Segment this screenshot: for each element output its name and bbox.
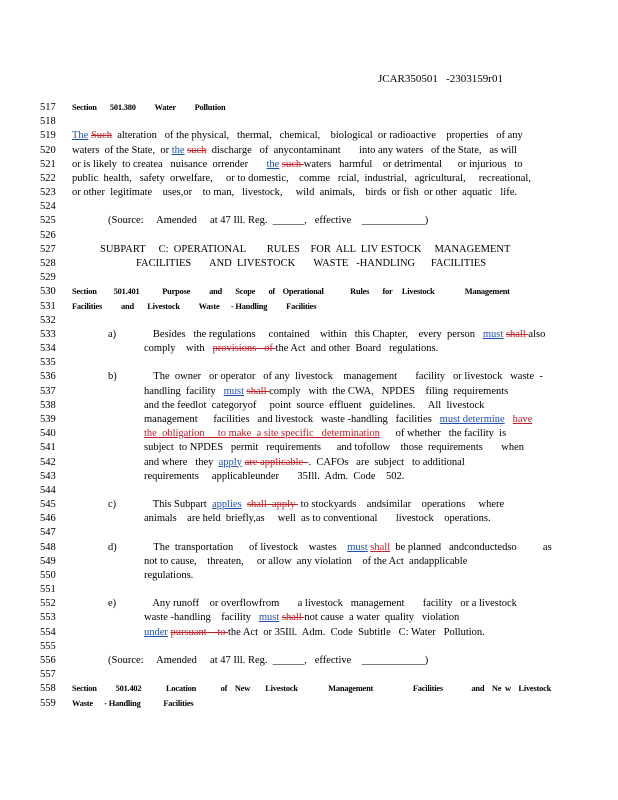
inserted-text: The bbox=[72, 130, 89, 142]
line-number: 554 bbox=[40, 626, 56, 638]
line-text bbox=[108, 597, 517, 611]
text-run: Section 501.401 Purpose and Scope of Operational Rules for Livestock Management bbox=[72, 287, 510, 297]
line-number: 536 bbox=[40, 371, 56, 383]
document-id-header: JCAR350501 -2303159r01 bbox=[378, 73, 503, 85]
line-number: 548 bbox=[40, 541, 56, 553]
document-line bbox=[0, 626, 618, 640]
line-text bbox=[144, 512, 491, 526]
inserted-text: must bbox=[482, 328, 504, 340]
line-number: 556 bbox=[40, 655, 56, 667]
document-line bbox=[0, 115, 618, 129]
text-run: Section 501.380 Water Pollution bbox=[72, 103, 226, 112]
document-line bbox=[0, 413, 618, 427]
inserted-text: must bbox=[223, 385, 245, 397]
text-run: subject to NPDES permit requirements and tofollow those requirements when bbox=[144, 442, 524, 454]
line-number: 541 bbox=[40, 442, 56, 454]
text-run: alteration of the physical, thermal, chemical, biological or radioactive properties of any bbox=[111, 130, 523, 142]
text-run: waters harmful or detrimental or injurious to bbox=[303, 158, 523, 170]
document-line bbox=[0, 328, 618, 342]
text-run: not to cause, threaten, or allow any violation of the Act andapplicable bbox=[144, 555, 468, 567]
document-line bbox=[0, 399, 618, 413]
document-line bbox=[0, 271, 618, 285]
document-line bbox=[0, 200, 618, 214]
document-line bbox=[0, 186, 618, 200]
line-number: 534 bbox=[40, 343, 56, 355]
deleted-text: such bbox=[187, 144, 207, 156]
line-text bbox=[72, 186, 517, 200]
line-number: 530 bbox=[40, 286, 56, 298]
text-run: public health, safety orwelfare, or to domestic, comme rcial, industrial, agricultural, recreational, bbox=[72, 172, 531, 184]
text-run: or other legitimate uses,or to man, livestock, wild animals, birds or fish or other aquatic life. bbox=[72, 187, 517, 199]
deleted-text: Such bbox=[90, 130, 112, 142]
text-run: comply with the CWA, NPDES filing requirements bbox=[269, 385, 509, 397]
line-number: 540 bbox=[40, 428, 56, 440]
text-run: Section 501.402 Location of New Livestock Management Facilities and Ne w Livestock bbox=[72, 684, 552, 694]
inserted-text: must determine bbox=[439, 413, 505, 425]
line-text bbox=[108, 328, 545, 342]
deleted-text: shall bbox=[246, 385, 270, 397]
deleted-text: pursuant to bbox=[170, 626, 228, 638]
line-text bbox=[72, 300, 316, 314]
deleted-text: shall bbox=[505, 328, 529, 340]
inserted-text: apply bbox=[218, 456, 242, 468]
document-line bbox=[0, 697, 618, 711]
line-number: 519 bbox=[40, 130, 56, 142]
inserted-text: the obligation to make a site specific determination bbox=[144, 428, 380, 440]
document-line bbox=[0, 668, 618, 682]
line-number: 524 bbox=[40, 201, 56, 213]
line-text bbox=[108, 541, 552, 555]
line-number: 523 bbox=[40, 187, 56, 199]
text-run: animals are held briefly,as well as to conventional livestock operations. bbox=[144, 513, 491, 525]
text-run: waters of the State, or bbox=[72, 144, 172, 156]
line-number: 550 bbox=[40, 569, 56, 581]
line-text bbox=[72, 101, 225, 115]
document-line bbox=[0, 583, 618, 597]
line-number: 527 bbox=[40, 243, 56, 255]
line-text bbox=[72, 158, 523, 172]
line-number: 531 bbox=[40, 300, 56, 312]
line-number: 544 bbox=[40, 484, 56, 496]
line-number: 546 bbox=[40, 513, 56, 525]
document-line bbox=[0, 541, 618, 555]
document-line bbox=[0, 682, 618, 696]
line-text bbox=[108, 214, 428, 228]
line-text bbox=[136, 257, 486, 271]
line-text bbox=[144, 456, 465, 470]
document-line bbox=[0, 555, 618, 569]
document-line bbox=[0, 611, 618, 625]
line-number: 535 bbox=[40, 357, 56, 369]
text-run: c) This Subpart bbox=[108, 499, 212, 511]
line-number: 525 bbox=[40, 215, 56, 227]
line-text bbox=[144, 399, 484, 413]
line-number: 539 bbox=[40, 413, 56, 425]
line-text bbox=[108, 370, 543, 384]
document-line bbox=[0, 356, 618, 370]
line-number: 551 bbox=[40, 584, 56, 596]
document-line bbox=[0, 101, 618, 115]
line-text bbox=[72, 682, 551, 696]
line-number: 517 bbox=[40, 102, 56, 113]
inserted-text: shall bbox=[370, 541, 391, 553]
document-line bbox=[0, 427, 618, 441]
line-number: 549 bbox=[40, 555, 56, 567]
inserted-text: must bbox=[258, 612, 280, 624]
document-line bbox=[0, 526, 618, 540]
document-line bbox=[0, 214, 618, 228]
line-text bbox=[144, 427, 506, 441]
text-run: the Act and other Board regulations. bbox=[275, 343, 439, 355]
text-run: also bbox=[528, 328, 546, 340]
text-run bbox=[505, 414, 513, 425]
inserted-text: must bbox=[347, 541, 368, 553]
text-run: Waste - Handling Facilities bbox=[72, 698, 194, 708]
line-text bbox=[72, 285, 510, 299]
document-line bbox=[0, 300, 618, 314]
text-run: Facilities and Livestock Waste - Handling Facilities bbox=[72, 301, 317, 311]
line-number: 545 bbox=[40, 499, 56, 511]
text-run: FACILITIES AND LIVESTOCK WASTE -HANDLING FACILITIES bbox=[136, 257, 487, 269]
deleted-text: are applicable bbox=[244, 456, 309, 468]
line-number: 532 bbox=[40, 314, 56, 326]
line-number: 537 bbox=[40, 385, 56, 397]
text-run: (Source: Amended at 47 Ill. Reg. ______, effective ____________) bbox=[108, 215, 429, 227]
line-number: 558 bbox=[40, 683, 56, 695]
line-text bbox=[144, 470, 404, 484]
line-text bbox=[144, 626, 485, 640]
document-line bbox=[0, 512, 618, 526]
line-text bbox=[144, 342, 438, 356]
text-run: handling facility bbox=[144, 385, 224, 397]
line-text bbox=[144, 385, 508, 399]
line-number: 533 bbox=[40, 328, 56, 340]
deleted-text: shall apply bbox=[246, 499, 298, 511]
line-text bbox=[144, 569, 193, 583]
text-run: comply with bbox=[144, 343, 213, 355]
line-number: 526 bbox=[40, 229, 56, 241]
line-number: 522 bbox=[40, 172, 56, 184]
line-text bbox=[72, 144, 517, 158]
text-run: to stockyards andsimilar operations where bbox=[297, 499, 505, 511]
line-number: 529 bbox=[40, 272, 56, 284]
line-number: 553 bbox=[40, 612, 56, 624]
line-text bbox=[108, 498, 504, 512]
document-line bbox=[0, 144, 618, 158]
line-number: 543 bbox=[40, 470, 56, 482]
document-line bbox=[0, 257, 618, 271]
line-text bbox=[72, 697, 193, 711]
text-run: waste -handling facility bbox=[144, 612, 259, 624]
text-run: (Source: Amended at 47 Ill. Reg. ______, effective ____________) bbox=[108, 655, 429, 667]
line-number: 555 bbox=[40, 640, 56, 652]
inserted-text: the bbox=[171, 144, 185, 156]
text-run: SUBPART C: OPERATIONAL RULES FOR ALL LIV ESTOCK MANAGEMENT bbox=[100, 243, 511, 255]
line-text bbox=[144, 441, 524, 455]
text-run: and the feedlot categoryof point source effluent guidelines. All livestock bbox=[144, 399, 485, 411]
line-text bbox=[72, 172, 531, 186]
line-number: 528 bbox=[40, 257, 56, 269]
document-line bbox=[0, 158, 618, 172]
document-line bbox=[0, 569, 618, 583]
line-text bbox=[72, 129, 523, 143]
line-number: 542 bbox=[40, 456, 56, 468]
document-line bbox=[0, 385, 618, 399]
inserted-text: under bbox=[144, 626, 168, 638]
document-line bbox=[0, 285, 618, 299]
text-run: the Act or 35Ill. Adm. Code Subtitle C: Water Pollution. bbox=[228, 626, 485, 638]
line-text bbox=[144, 611, 459, 625]
inserted-text: the bbox=[266, 158, 280, 170]
text-run: e) Any runoff or overflowfrom a livestock management facility or a livestock bbox=[108, 598, 517, 610]
line-text bbox=[100, 243, 510, 257]
line-text bbox=[144, 555, 467, 569]
line-number: 559 bbox=[40, 697, 56, 709]
document-line bbox=[0, 456, 618, 470]
line-number: 521 bbox=[40, 158, 56, 170]
text-run: not cause a water quality violation bbox=[304, 612, 460, 624]
line-number: 557 bbox=[40, 669, 56, 681]
line-number: 538 bbox=[40, 399, 56, 411]
document-line bbox=[0, 441, 618, 455]
document-line bbox=[0, 654, 618, 668]
text-run: be planned andconductedso as bbox=[390, 541, 552, 553]
document-line bbox=[0, 243, 618, 257]
document-line bbox=[0, 370, 618, 384]
text-run: discharge of anycontaminant into any waters of the State, as will bbox=[206, 144, 518, 156]
document-line bbox=[0, 597, 618, 611]
document-line bbox=[0, 470, 618, 484]
deleted-text: provisions of bbox=[212, 343, 276, 355]
document-line bbox=[0, 172, 618, 186]
text-run: regulations. bbox=[144, 569, 194, 581]
document-line bbox=[0, 342, 618, 356]
text-run: requirements applicableunder 35Ill. Adm. Code 502. bbox=[144, 470, 405, 482]
inserted-text: have bbox=[512, 413, 533, 425]
inserted-text: applies bbox=[211, 499, 242, 511]
document-line bbox=[0, 314, 618, 328]
text-run: b) The owner or operator of any livestock management facility or livestock waste - bbox=[108, 371, 543, 383]
document-line bbox=[0, 498, 618, 512]
line-number: 520 bbox=[40, 144, 56, 156]
document-line bbox=[0, 129, 618, 143]
line-text bbox=[108, 654, 428, 668]
text-run: . CAFOs are subject to additional bbox=[308, 456, 465, 468]
line-number: 552 bbox=[40, 598, 56, 610]
text-run: management facilities and livestock waste -handling facilities bbox=[144, 413, 440, 425]
deleted-text: shall bbox=[281, 612, 305, 624]
document-line bbox=[0, 229, 618, 243]
line-text bbox=[144, 413, 532, 427]
text-run: of whether the facility is bbox=[379, 428, 507, 440]
text-run: and where they bbox=[144, 456, 219, 468]
line-number: 518 bbox=[40, 116, 56, 128]
text-run: a) Besides the regulations contained within this Chapter, every person bbox=[108, 328, 483, 340]
text-run: or is likely to createa nuisance orrender bbox=[72, 158, 267, 170]
deleted-text: such bbox=[281, 158, 304, 170]
line-number: 547 bbox=[40, 527, 56, 539]
text-run: d) The transportation of livestock wastes bbox=[108, 541, 348, 553]
document-line bbox=[0, 484, 618, 498]
document-line bbox=[0, 640, 618, 654]
